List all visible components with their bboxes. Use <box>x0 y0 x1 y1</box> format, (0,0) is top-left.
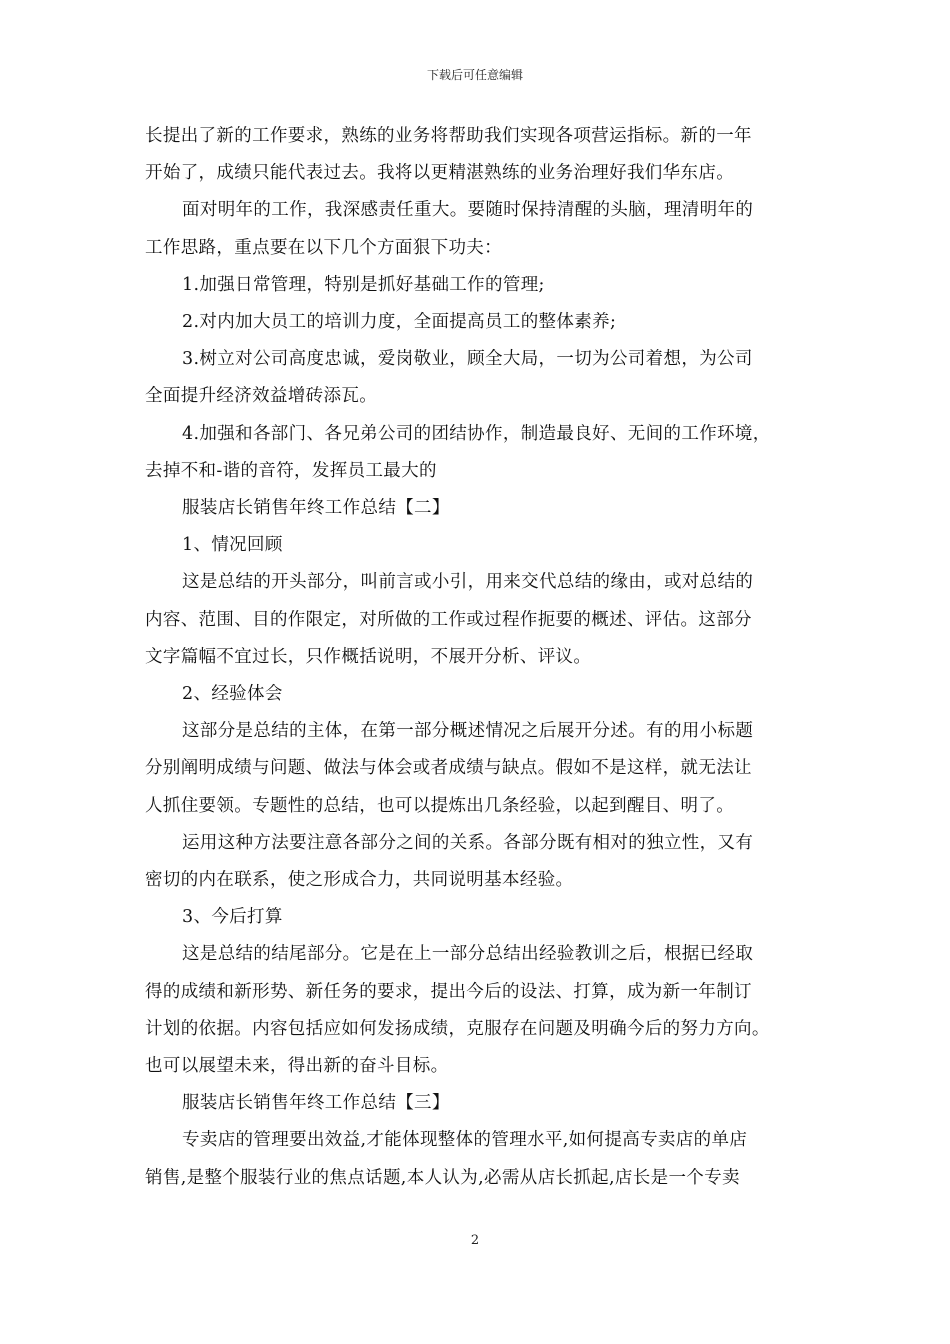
text-line: 内容、范围、目的作限定，对所做的工作或过程作扼要的概述、评估。这部分 <box>145 609 752 630</box>
text-line: 开始了，成绩只能代表过去。我将以更精湛熟练的业务治理好我们华东店。 <box>145 163 735 184</box>
text-line: 文字篇幅不宜过长，只作概括说明，不展开分析、评议。 <box>145 646 592 667</box>
subsection-heading: 1、情况回顾 <box>182 535 283 556</box>
text-line: 长提出了新的工作要求，熟练的业务将帮助我们实现各项营运指标。新的一年 <box>145 126 752 146</box>
text-line: 这是总结的开头部分，叫前言或小引，用来交代总结的缘由，或对总结的 <box>182 572 754 593</box>
text-line: 销售,是整个服装行业的焦点话题,本人认为,必需从店长抓起,店长是一个专卖 <box>145 1167 740 1188</box>
text-line: 人抓住要领。专题性的总结，也可以提炼出几条经验，以起到醒目、明了。 <box>145 795 735 816</box>
text-line: 这部分是总结的主体，在第一部分概述情况之后展开分述。有的用小标题 <box>182 721 754 742</box>
list-item: 1.加强日常管理，特别是抓好基础工作的管理; <box>182 274 545 295</box>
text-line: 全面提升经济效益增砖添瓦。 <box>145 386 378 407</box>
list-item: 3.树立对公司高度忠诚，爱岗敬业，顾全大局，一切为公司着想，为公司 <box>182 349 753 370</box>
text-line: 去掉不和-谐的音符，发挥员工最大的 <box>145 460 437 481</box>
list-item: 4.加强和各部门、各兄弟公司的团结协作，制造最良好、无间的工作环境， <box>182 423 771 444</box>
text-line: 密切的内在联系，使之形成合力，共同说明基本经验。 <box>145 870 574 891</box>
text-line: 也可以展望未来，得出新的奋斗目标。 <box>145 1056 449 1077</box>
list-item: 2.对内加大员工的培训力度，全面提高员工的整体素养; <box>182 312 617 333</box>
text-line: 这是总结的结尾部分。它是在上一部分总结出经验教训之后，根据已经取 <box>182 944 754 965</box>
text-line: 分别阐明成绩与问题、做法与体会或者成绩与缺点。假如不是这样，就无法让 <box>145 758 752 779</box>
subsection-heading: 2、经验体会 <box>182 684 283 705</box>
text-line: 专卖店的管理要出效益,才能体现整体的管理水平,如何提高专卖店的单店 <box>182 1130 748 1151</box>
section-title: 服装店长销售年终工作总结【二】 <box>182 498 450 519</box>
text-line: 工作思路，重点要在以下几个方面狠下功夫： <box>145 237 502 258</box>
page-header: 下载后可任意编辑 <box>426 68 523 82</box>
text-line: 运用这种方法要注意各部分之间的关系。各部分既有相对的独立性，又有 <box>182 832 754 853</box>
page-number: 2 <box>470 1233 480 1248</box>
subsection-heading: 3、今后打算 <box>182 907 283 928</box>
text-line: 计划的依据。内容包括应如何发扬成绩，克服存在问题及明确今后的努力方向。 <box>145 1018 770 1039</box>
document-body <box>145 118 810 1197</box>
text-line: 面对明年的工作，我深感责任重大。要随时保持清醒的头脑，理清明年的 <box>182 200 754 221</box>
text-line: 得的成绩和新形势、新任务的要求，提出今后的设法、打算，成为新一年制订 <box>145 981 752 1002</box>
section-title: 服装店长销售年终工作总结【三】 <box>182 1093 450 1114</box>
